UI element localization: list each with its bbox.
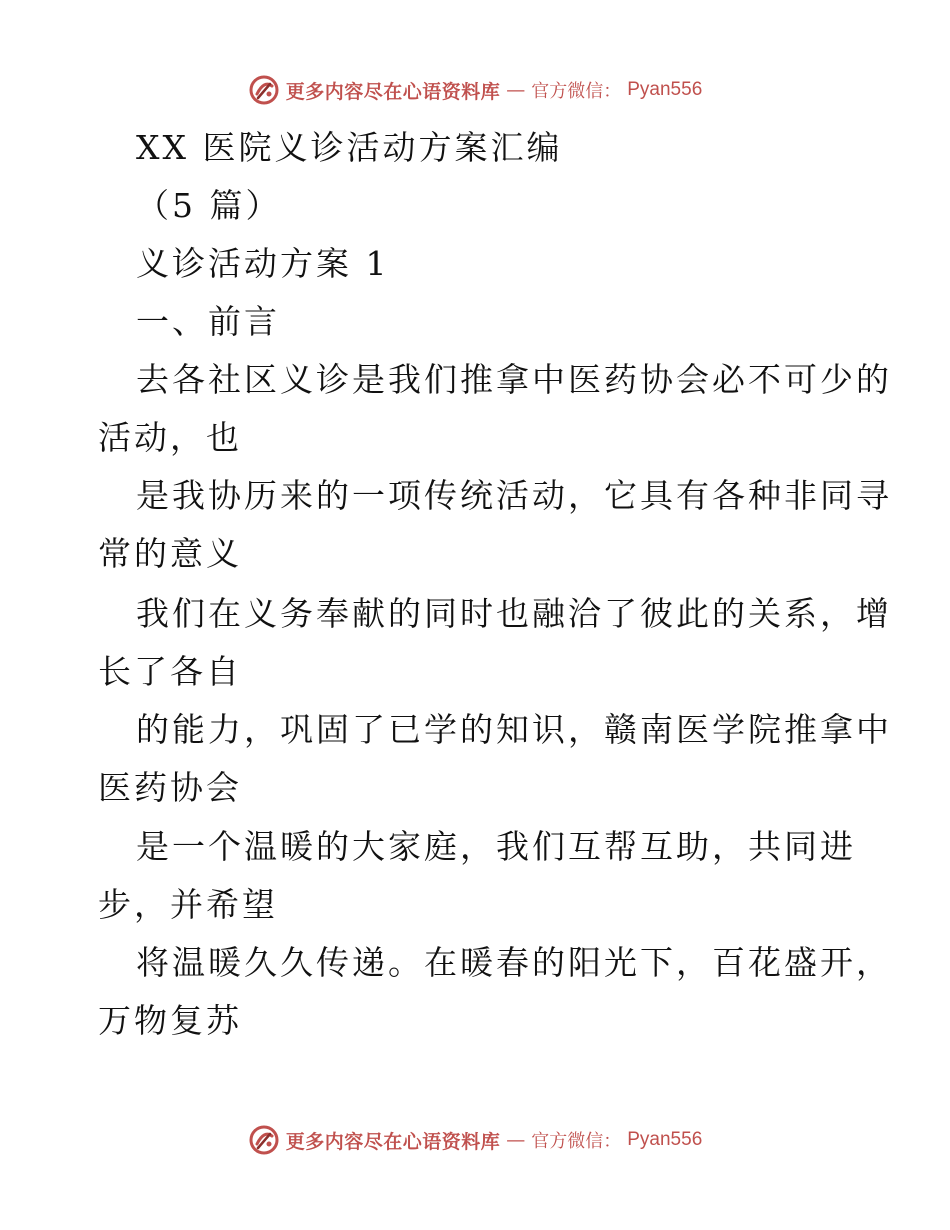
banner-wechat-id: Pyan556: [627, 1129, 703, 1150]
paragraph-line: 医药协会: [98, 768, 242, 807]
paragraph-line: 步，并希望: [98, 885, 278, 924]
footer-banner: [0, 1120, 950, 1160]
logo-icon: [248, 74, 280, 106]
logo-icon: [248, 1124, 280, 1156]
banner-wechat-label: 官方微信：: [531, 1131, 622, 1152]
paragraph-line: 将温暖久久传递。在暖春的阳光下，百花盛开，: [136, 943, 892, 982]
paragraph-line: 常的意义: [98, 534, 242, 573]
paragraph-line: 去各社区义诊是我们推拿中医药协会必不可少的: [136, 360, 892, 399]
banner-wechat-id: Pyan556: [627, 79, 703, 100]
paragraph-line: 活动，也: [98, 418, 242, 457]
section-heading: 一、前言: [136, 302, 280, 341]
paragraph-line: 的能力，巩固了已学的知识，赣南医学院推拿中: [136, 710, 892, 749]
banner-text: 更多内容尽在心语资料库: [285, 1130, 501, 1153]
paragraph-line: 我们在义务奉献的同时也融洽了彼此的关系，增: [136, 594, 892, 633]
section-title: 义诊活动方案 1: [136, 244, 390, 283]
document-title: XX 医院义诊活动方案汇编: [136, 128, 563, 167]
banner-text: 更多内容尽在心语资料库: [285, 80, 501, 103]
banner-wechat-label: 官方微信：: [531, 81, 622, 102]
paragraph-line: 长了各自: [98, 652, 242, 691]
header-banner: [0, 70, 950, 110]
paragraph-line: 万物复苏: [98, 1001, 242, 1040]
paragraph-line: 是我协历来的一项传统活动，它具有各种非同寻: [136, 476, 892, 515]
banner-dash: —: [506, 1129, 526, 1151]
paragraph-line: 是一个温暖的大家庭，我们互帮互助，共同进: [136, 827, 856, 866]
banner-dash: —: [506, 79, 526, 101]
document-subtitle: （5 篇）: [136, 186, 282, 225]
